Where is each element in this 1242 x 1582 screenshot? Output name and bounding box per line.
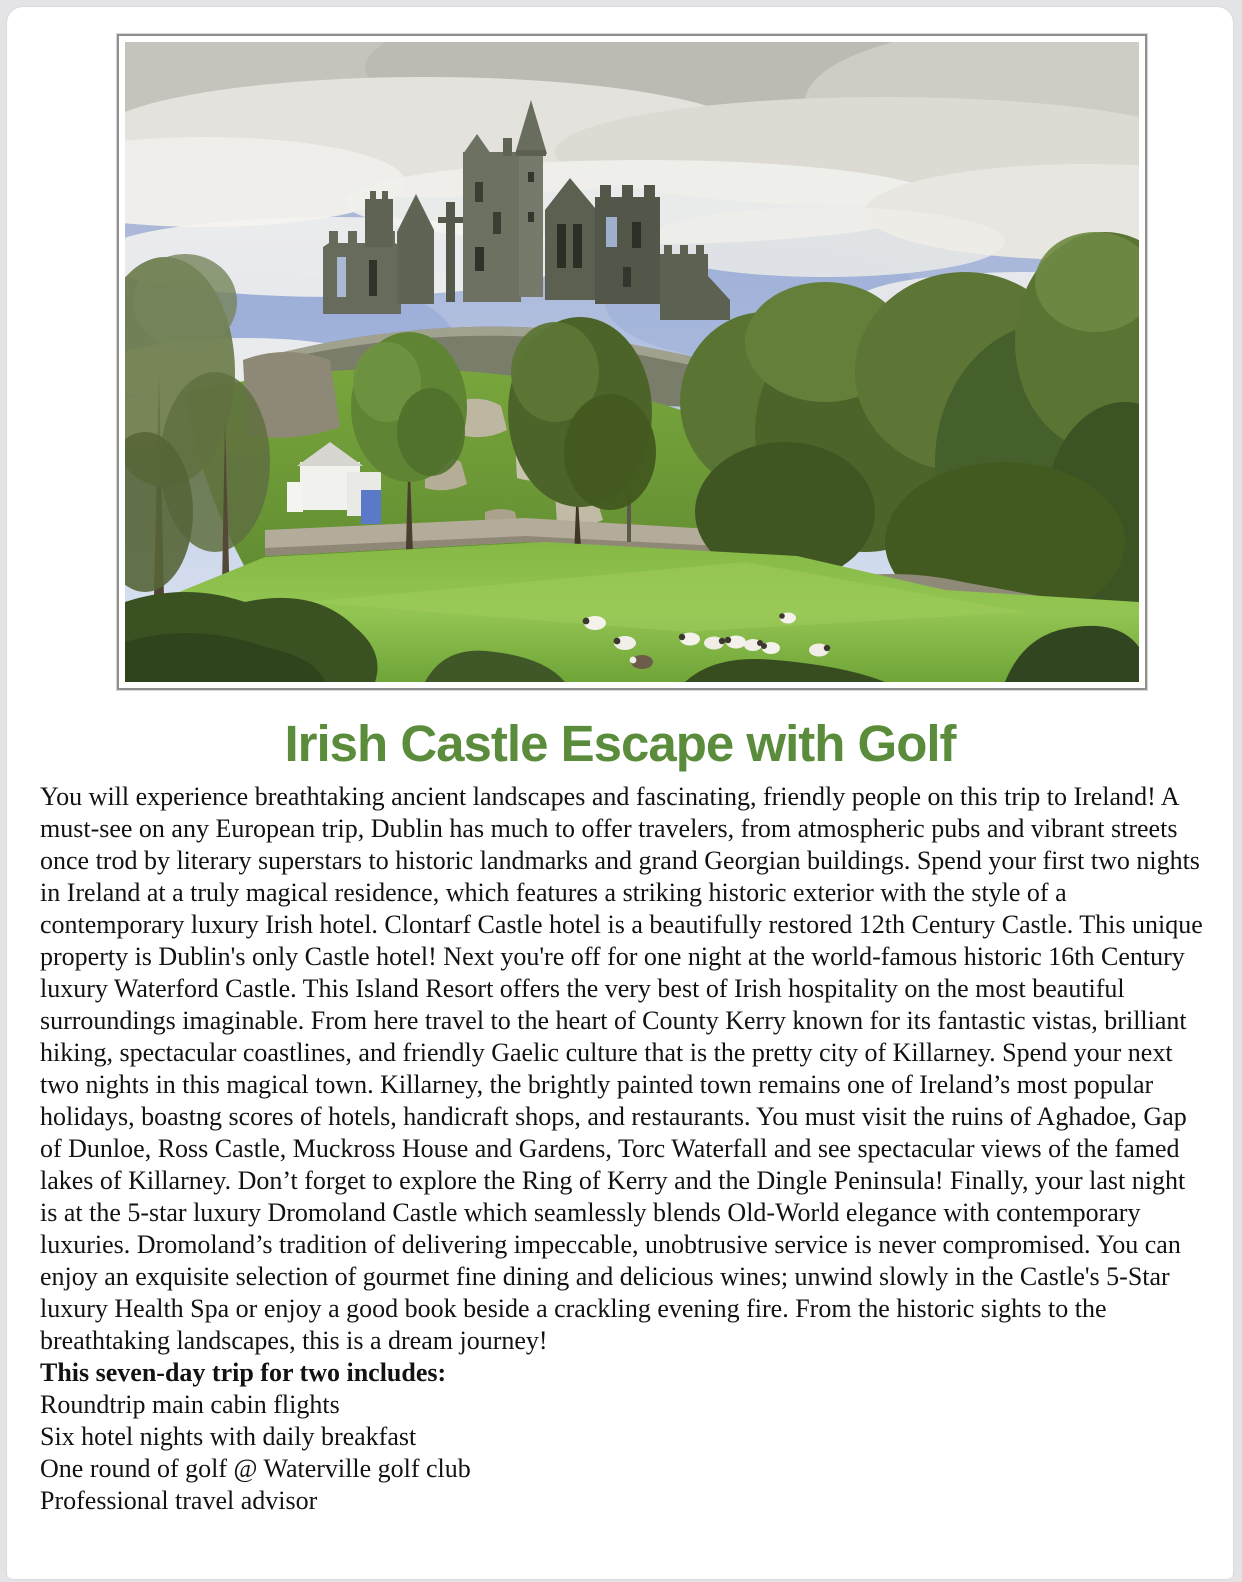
list-item-travel-advisor: Professional travel advisor — [40, 1486, 318, 1515]
list-item-hotel-nights: Six hotel nights with daily breakfast — [40, 1422, 417, 1451]
includes-heading: This seven-day trip for two includes: — [40, 1358, 447, 1387]
castle-turret — [365, 191, 393, 247]
list-item-golf: One round of golf @ Waterville golf club — [40, 1454, 471, 1483]
document-page — [7, 7, 1233, 1579]
trip-description-paragraph: You will experience breathtaking ancient landscapes and fascinating, friendly people on this trip to Ireland! A must-see on any European trip, Dublin has much to offer travelers, from atmospheric pubs and vibrant streets once trod by literary superstars to historic landmarks and grand Georgian buildings. Spend your first two nights in Ireland at a truly magical residence, which features a striking historic exterior with the style of a contemporary luxury Irish hotel. Clontarf Castle hotel is a beautifully restored 12th Century Castle. This unique property is Dublin's only Castle hotel! Next you're off for one night at the world-famous historic 16th Century luxury Waterford Castle. This Island Resort offers the very best of Irish hospitality on the most beautiful surroundings imaginable. From here travel to the heart of County Kerry known for its fantastic vistas, brilliant hiking, spectacular coastlines, and friendly Gaelic culture that is the pretty city of Killarney. Spend your next two nights in this magical town. Killarney, the brightly painted town remains one of Ireland’s most popular holidays, boastng scores of hotels, handicraft shops, and restaurants. You must visit the ruins of Aghadoe, Gap of Dunloe, Ross Castle, Muckross House and Gardens, Torc Waterfall and see spectacular views of the famed lakes of Killarney. Don’t forget to explore the Ring of Kerry and the Dingle Peninsula! Finally, your last night is at the 5-star luxury Dromoland Castle which seamlessly blends Old-World elegance with contemporary luxuries. Dromoland’s tradition of delivering impeccable, unobtrusive service is never compromised. You can enjoy an exquisite selection of gourmet fine dining and delicious wines; unwind slowly in the Castle's 5-Star luxury Health Spa or enjoy a good book beside a crackling evening fire. From the historic sights to the breathtaking landscapes, this is a dream journey! — [40, 782, 1203, 1355]
list-item-flights: Roundtrip main cabin flights — [40, 1390, 340, 1419]
body-text — [40, 781, 1208, 1517]
castle-photo — [125, 42, 1139, 682]
castle-keep — [463, 134, 521, 302]
castle-photo-frame — [117, 34, 1147, 690]
page-title: Irish Castle Escape with Golf — [284, 715, 956, 772]
castle-right-keep — [595, 185, 660, 304]
